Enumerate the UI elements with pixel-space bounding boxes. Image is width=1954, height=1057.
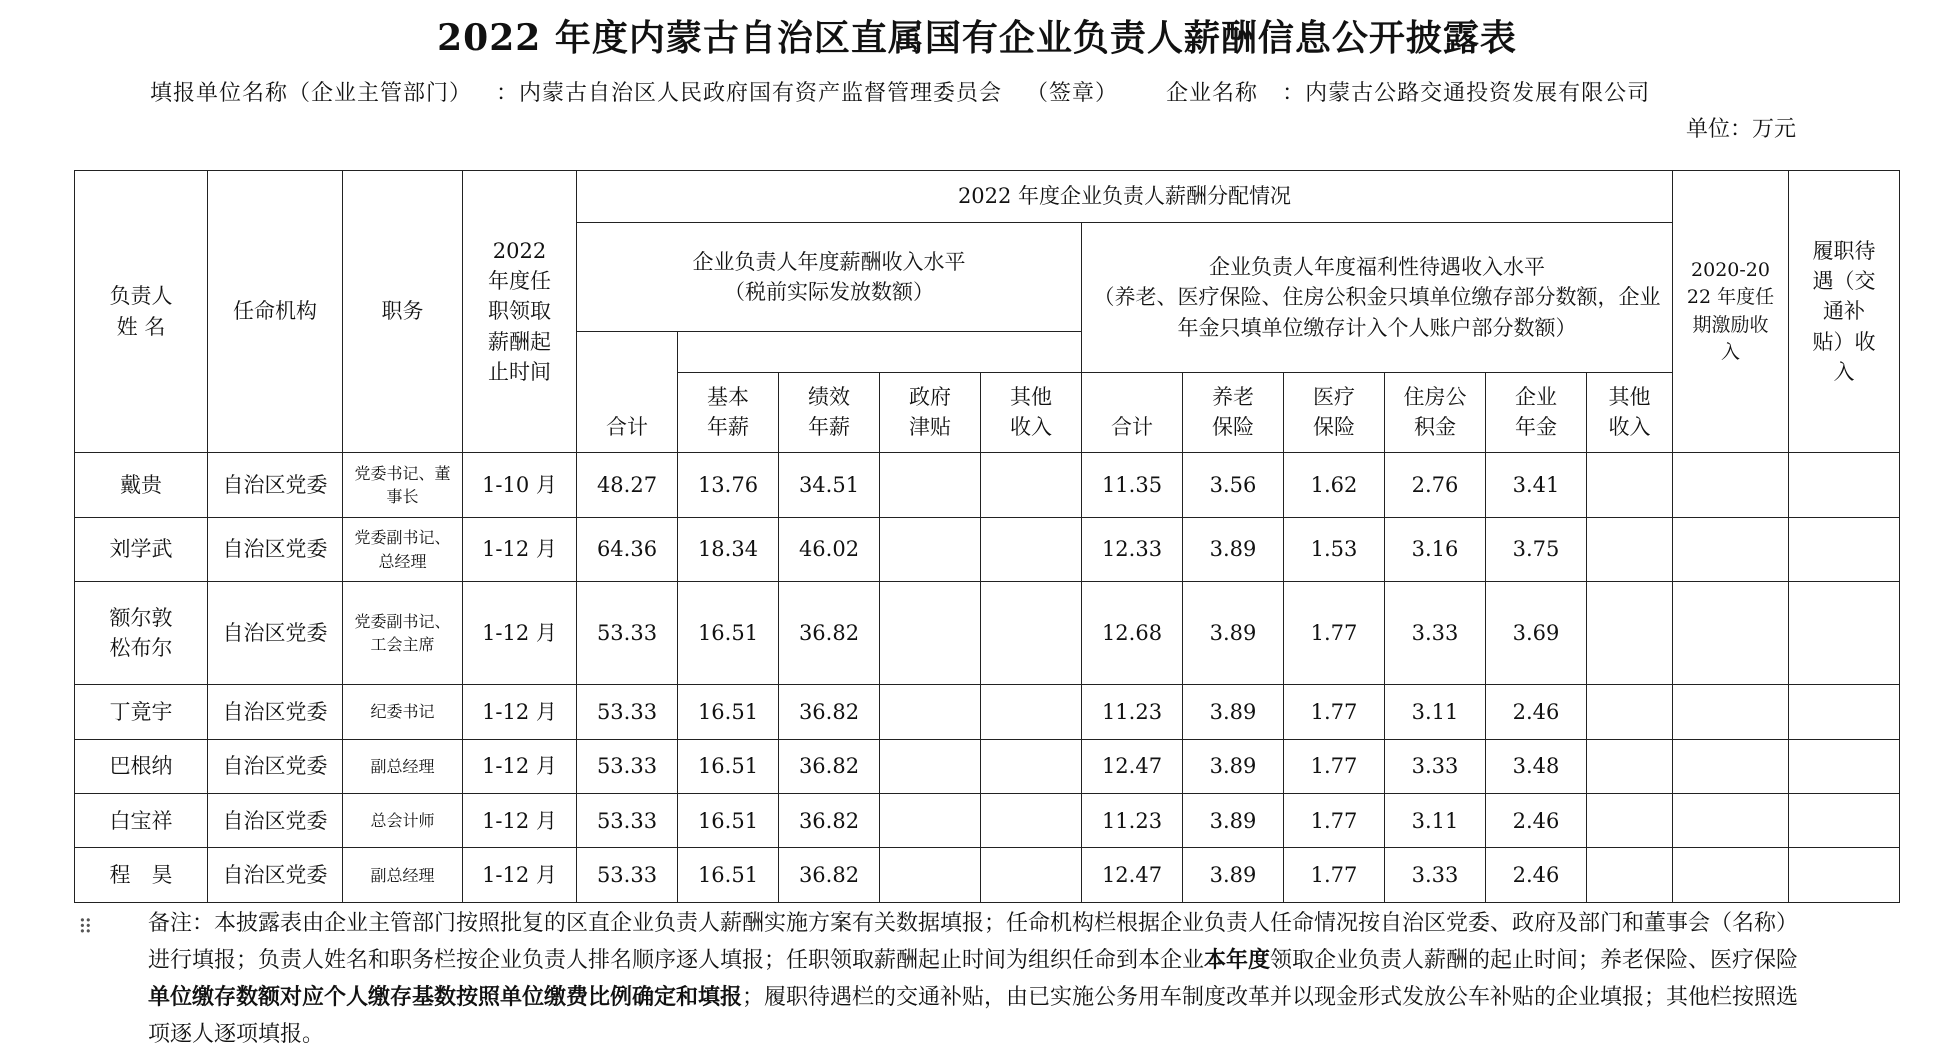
salary-group-note: （税前实际发放数额） (724, 280, 934, 305)
cell-incentive (1673, 739, 1789, 793)
cell-welfare-3: 3.11 (1385, 685, 1486, 739)
remarks-bold-2: 单位缴存数额对应个人缴存基数按照单位缴费比例确定和填报 (148, 984, 743, 1010)
cell-salary-4 (981, 582, 1082, 685)
cell-salary-2: 34.51 (779, 453, 880, 518)
col-post-header: 职务 (343, 171, 463, 453)
welfare-group-title: 企业负责人年度福利性待遇收入水平 (1209, 254, 1545, 279)
cell-welfare-1: 3.89 (1183, 685, 1284, 739)
welfare-annuity-header: 企业年金 (1486, 372, 1587, 453)
cell-welfare-2: 1.77 (1284, 739, 1385, 793)
fill-unit-value: ：内蒙古自治区人民政府国有资产监督管理委员会 (496, 81, 1003, 106)
cell-org: 自治区党委 (208, 685, 343, 739)
table-row (75, 685, 1900, 739)
remarks (78, 905, 1818, 1053)
table-row (75, 794, 1900, 848)
cell-salary-3 (880, 848, 981, 903)
welfare-total-header: 合计 (1082, 372, 1183, 453)
salary-other-header: 其他收入 (981, 372, 1082, 453)
cell-duty (1789, 582, 1900, 685)
cell-salary-3 (880, 794, 981, 848)
salary-total-header: 合计 (577, 332, 678, 453)
cell-salary-2: 46.02 (779, 517, 880, 582)
cell-period: 1-12 月 (463, 794, 577, 848)
cell-incentive (1673, 517, 1789, 582)
table-row (75, 848, 1900, 903)
cell-welfare-5 (1587, 582, 1673, 685)
welfare-group-header (1082, 223, 1673, 372)
cell-post: 党委书记、董事长 (343, 453, 463, 518)
distribution-group-header: 2022 年度企业负责人薪酬分配情况 (577, 171, 1673, 223)
cell-incentive (1673, 453, 1789, 518)
cell-salary-0: 53.33 (577, 685, 678, 739)
cell-welfare-3: 3.33 (1385, 739, 1486, 793)
cell-welfare-2: 1.77 (1284, 582, 1385, 685)
cell-incentive (1673, 685, 1789, 739)
cell-name: 巴根纳 (75, 739, 208, 793)
cell-welfare-2: 1.53 (1284, 517, 1385, 582)
cell-incentive (1673, 848, 1789, 903)
cell-welfare-4: 3.75 (1486, 517, 1587, 582)
cell-period: 1-10 月 (463, 453, 577, 518)
cell-name-text: 额尔敦松布尔 (109, 605, 173, 661)
cell-welfare-0: 12.68 (1082, 582, 1183, 685)
salary-group-title: 企业负责人年度薪酬收入水平 (692, 249, 966, 274)
salary-spacer (678, 332, 1082, 372)
cell-welfare-5 (1587, 739, 1673, 793)
cell-name: 程 昊 (75, 848, 208, 903)
cell-salary-4 (981, 685, 1082, 739)
header-row-1 (75, 171, 1900, 223)
cell-welfare-3: 2.76 (1385, 453, 1486, 518)
remarks-bold-1: 本年度 (1204, 947, 1271, 973)
page-title: 2022 年度内蒙古自治区直属国有企业负责人薪酬信息公开披露表 (437, 17, 1517, 59)
cell-salary-0: 64.36 (577, 517, 678, 582)
cell-org: 自治区党委 (208, 582, 343, 685)
cell-welfare-4: 2.46 (1486, 685, 1587, 739)
cell-welfare-5 (1587, 517, 1673, 582)
cell-welfare-5 (1587, 685, 1673, 739)
cell-welfare-2: 1.77 (1284, 848, 1385, 903)
cell-salary-2: 36.82 (779, 685, 880, 739)
cell-salary-0: 53.33 (577, 739, 678, 793)
filing-info (150, 76, 1650, 107)
salary-perf-header: 绩效年薪 (779, 372, 880, 453)
cell-period: 1-12 月 (463, 517, 577, 582)
cell-duty (1789, 848, 1900, 903)
cell-salary-2: 36.82 (779, 739, 880, 793)
cell-salary-3 (880, 453, 981, 518)
table-row (75, 453, 1900, 518)
drag-handle-icon[interactable]: ⠿ (78, 915, 93, 939)
cell-salary-4 (981, 739, 1082, 793)
welfare-housing-header: 住房公积金 (1385, 372, 1486, 453)
remarks-text: 备注：本披露表由企业主管部门按照批复的区直企业负责人薪酬实施方案有关数据填报；任命机构栏根据企业负责人任命情况按自治区党委、政府及部门和董事会（名称）进行填报；负责人姓名和职务栏按企业负责人排名顺序逐人填报；任职领取薪酬起止时间为组织任命到本企业本年度领取企业负责人薪酬的起止时间；养老保险、医疗保险单位缴存数额对应个人缴存基数按照单位缴费比例确定和填报；履职待遇栏的交通补贴，由已实施公务用车制度改革并以现金形式发放公车补贴的企业填报；其他栏按照选项逐人逐项填报。 (148, 911, 1799, 1047)
cell-welfare-4: 3.41 (1486, 453, 1587, 518)
cell-welfare-1: 3.89 (1183, 739, 1284, 793)
cell-salary-3 (880, 685, 981, 739)
cell-name: 丁竟宇 (75, 685, 208, 739)
cell-post: 党委副书记、工会主席 (343, 582, 463, 685)
cell-welfare-2: 1.77 (1284, 685, 1385, 739)
cell-post: 总会计师 (343, 794, 463, 848)
salary-group-header (577, 223, 1082, 332)
cell-salary-4 (981, 453, 1082, 518)
cell-org: 自治区党委 (208, 739, 343, 793)
company-label: 企业名称 (1166, 81, 1259, 106)
cell-salary-3 (880, 739, 981, 793)
cell-period: 1-12 月 (463, 739, 577, 793)
cell-incentive (1673, 794, 1789, 848)
cell-org: 自治区党委 (208, 517, 343, 582)
cell-welfare-1: 3.56 (1183, 453, 1284, 518)
cell-org: 自治区党委 (208, 794, 343, 848)
company-value: ：内蒙古公路交通投资发展有限公司 (1282, 81, 1651, 106)
cell-duty (1789, 685, 1900, 739)
cell-duty (1789, 517, 1900, 582)
cell-post: 党委副书记、总经理 (343, 517, 463, 582)
cell-name: 白宝祥 (75, 794, 208, 848)
col-name-header: 负责人姓 名 (75, 171, 208, 453)
cell-salary-3 (880, 517, 981, 582)
cell-welfare-3: 3.33 (1385, 848, 1486, 903)
seal-label: （签章） (1026, 81, 1119, 106)
cell-welfare-5 (1587, 794, 1673, 848)
cell-salary-2: 36.82 (779, 848, 880, 903)
cell-salary-1: 13.76 (678, 453, 779, 518)
welfare-other-header: 其他收入 (1587, 372, 1673, 453)
cell-duty (1789, 739, 1900, 793)
cell-welfare-0: 12.47 (1082, 739, 1183, 793)
cell-welfare-1: 3.89 (1183, 517, 1284, 582)
cell-salary-3 (880, 582, 981, 685)
cell-welfare-4: 2.46 (1486, 794, 1587, 848)
cell-welfare-0: 11.23 (1082, 685, 1183, 739)
cell-period: 1-12 月 (463, 848, 577, 903)
cell-welfare-2: 1.77 (1284, 794, 1385, 848)
salary-base-header: 基本年薪 (678, 372, 779, 453)
cell-period: 1-12 月 (463, 685, 577, 739)
welfare-pension-header: 养老保险 (1183, 372, 1284, 453)
table-row (75, 517, 1900, 582)
cell-salary-1: 16.51 (678, 582, 779, 685)
cell-duty (1789, 794, 1900, 848)
col-incentive-header: 2020-2022 年度任期激励收入 (1673, 171, 1789, 453)
cell-welfare-3: 3.16 (1385, 517, 1486, 582)
cell-salary-0: 53.33 (577, 582, 678, 685)
cell-welfare-4: 3.48 (1486, 739, 1587, 793)
cell-welfare-0: 11.23 (1082, 794, 1183, 848)
cell-salary-1: 16.51 (678, 685, 779, 739)
cell-welfare-4: 3.69 (1486, 582, 1587, 685)
welfare-group-note: （养老、医疗保险、住房公积金只填单位缴存部分数额，企业年金只填单位缴存计入个人账户部分数额） (1093, 285, 1661, 340)
cell-salary-2: 36.82 (779, 794, 880, 848)
col-duty-header: 履职待遇（交通补贴）收入 (1789, 171, 1900, 453)
cell-name: 刘学武 (75, 517, 208, 582)
salary-gov-header: 政府津贴 (880, 372, 981, 453)
cell-welfare-3: 3.11 (1385, 794, 1486, 848)
cell-post: 副总经理 (343, 848, 463, 903)
cell-incentive (1673, 582, 1789, 685)
cell-name: 戴贵 (75, 453, 208, 518)
cell-welfare-0: 11.35 (1082, 453, 1183, 518)
cell-salary-1: 16.51 (678, 794, 779, 848)
cell-welfare-2: 1.62 (1284, 453, 1385, 518)
cell-welfare-5 (1587, 453, 1673, 518)
cell-org: 自治区党委 (208, 453, 343, 518)
cell-welfare-1: 3.89 (1183, 794, 1284, 848)
cell-salary-4 (981, 848, 1082, 903)
cell-welfare-4: 2.46 (1486, 848, 1587, 903)
cell-period: 1-12 月 (463, 582, 577, 685)
col-org-header: 任命机构 (208, 171, 343, 453)
cell-welfare-1: 3.89 (1183, 582, 1284, 685)
col-period-header: 2022 年度任职领取薪酬起止时间 (463, 171, 577, 453)
cell-salary-1: 18.34 (678, 517, 779, 582)
cell-welfare-0: 12.47 (1082, 848, 1183, 903)
cell-salary-1: 16.51 (678, 848, 779, 903)
salary-table (74, 170, 1900, 903)
table-row (75, 739, 1900, 793)
cell-post: 副总经理 (343, 739, 463, 793)
table-row (75, 582, 1900, 685)
cell-duty (1789, 453, 1900, 518)
cell-post: 纪委书记 (343, 685, 463, 739)
cell-salary-0: 48.27 (577, 453, 678, 518)
welfare-medical-header: 医疗保险 (1284, 372, 1385, 453)
fill-unit-label: 填报单位名称（企业主管部门） (150, 81, 473, 106)
cell-salary-4 (981, 794, 1082, 848)
cell-salary-2: 36.82 (779, 582, 880, 685)
cell-org: 自治区党委 (208, 848, 343, 903)
cell-welfare-1: 3.89 (1183, 848, 1284, 903)
cell-salary-4 (981, 517, 1082, 582)
cell-welfare-5 (1587, 848, 1673, 903)
cell-welfare-3: 3.33 (1385, 582, 1486, 685)
cell-salary-0: 53.33 (577, 848, 678, 903)
cell-salary-0: 53.33 (577, 794, 678, 848)
cell-welfare-0: 12.33 (1082, 517, 1183, 582)
cell-salary-1: 16.51 (678, 739, 779, 793)
unit-label: 单位：万元 (1685, 117, 1796, 142)
cell-name (75, 582, 208, 685)
